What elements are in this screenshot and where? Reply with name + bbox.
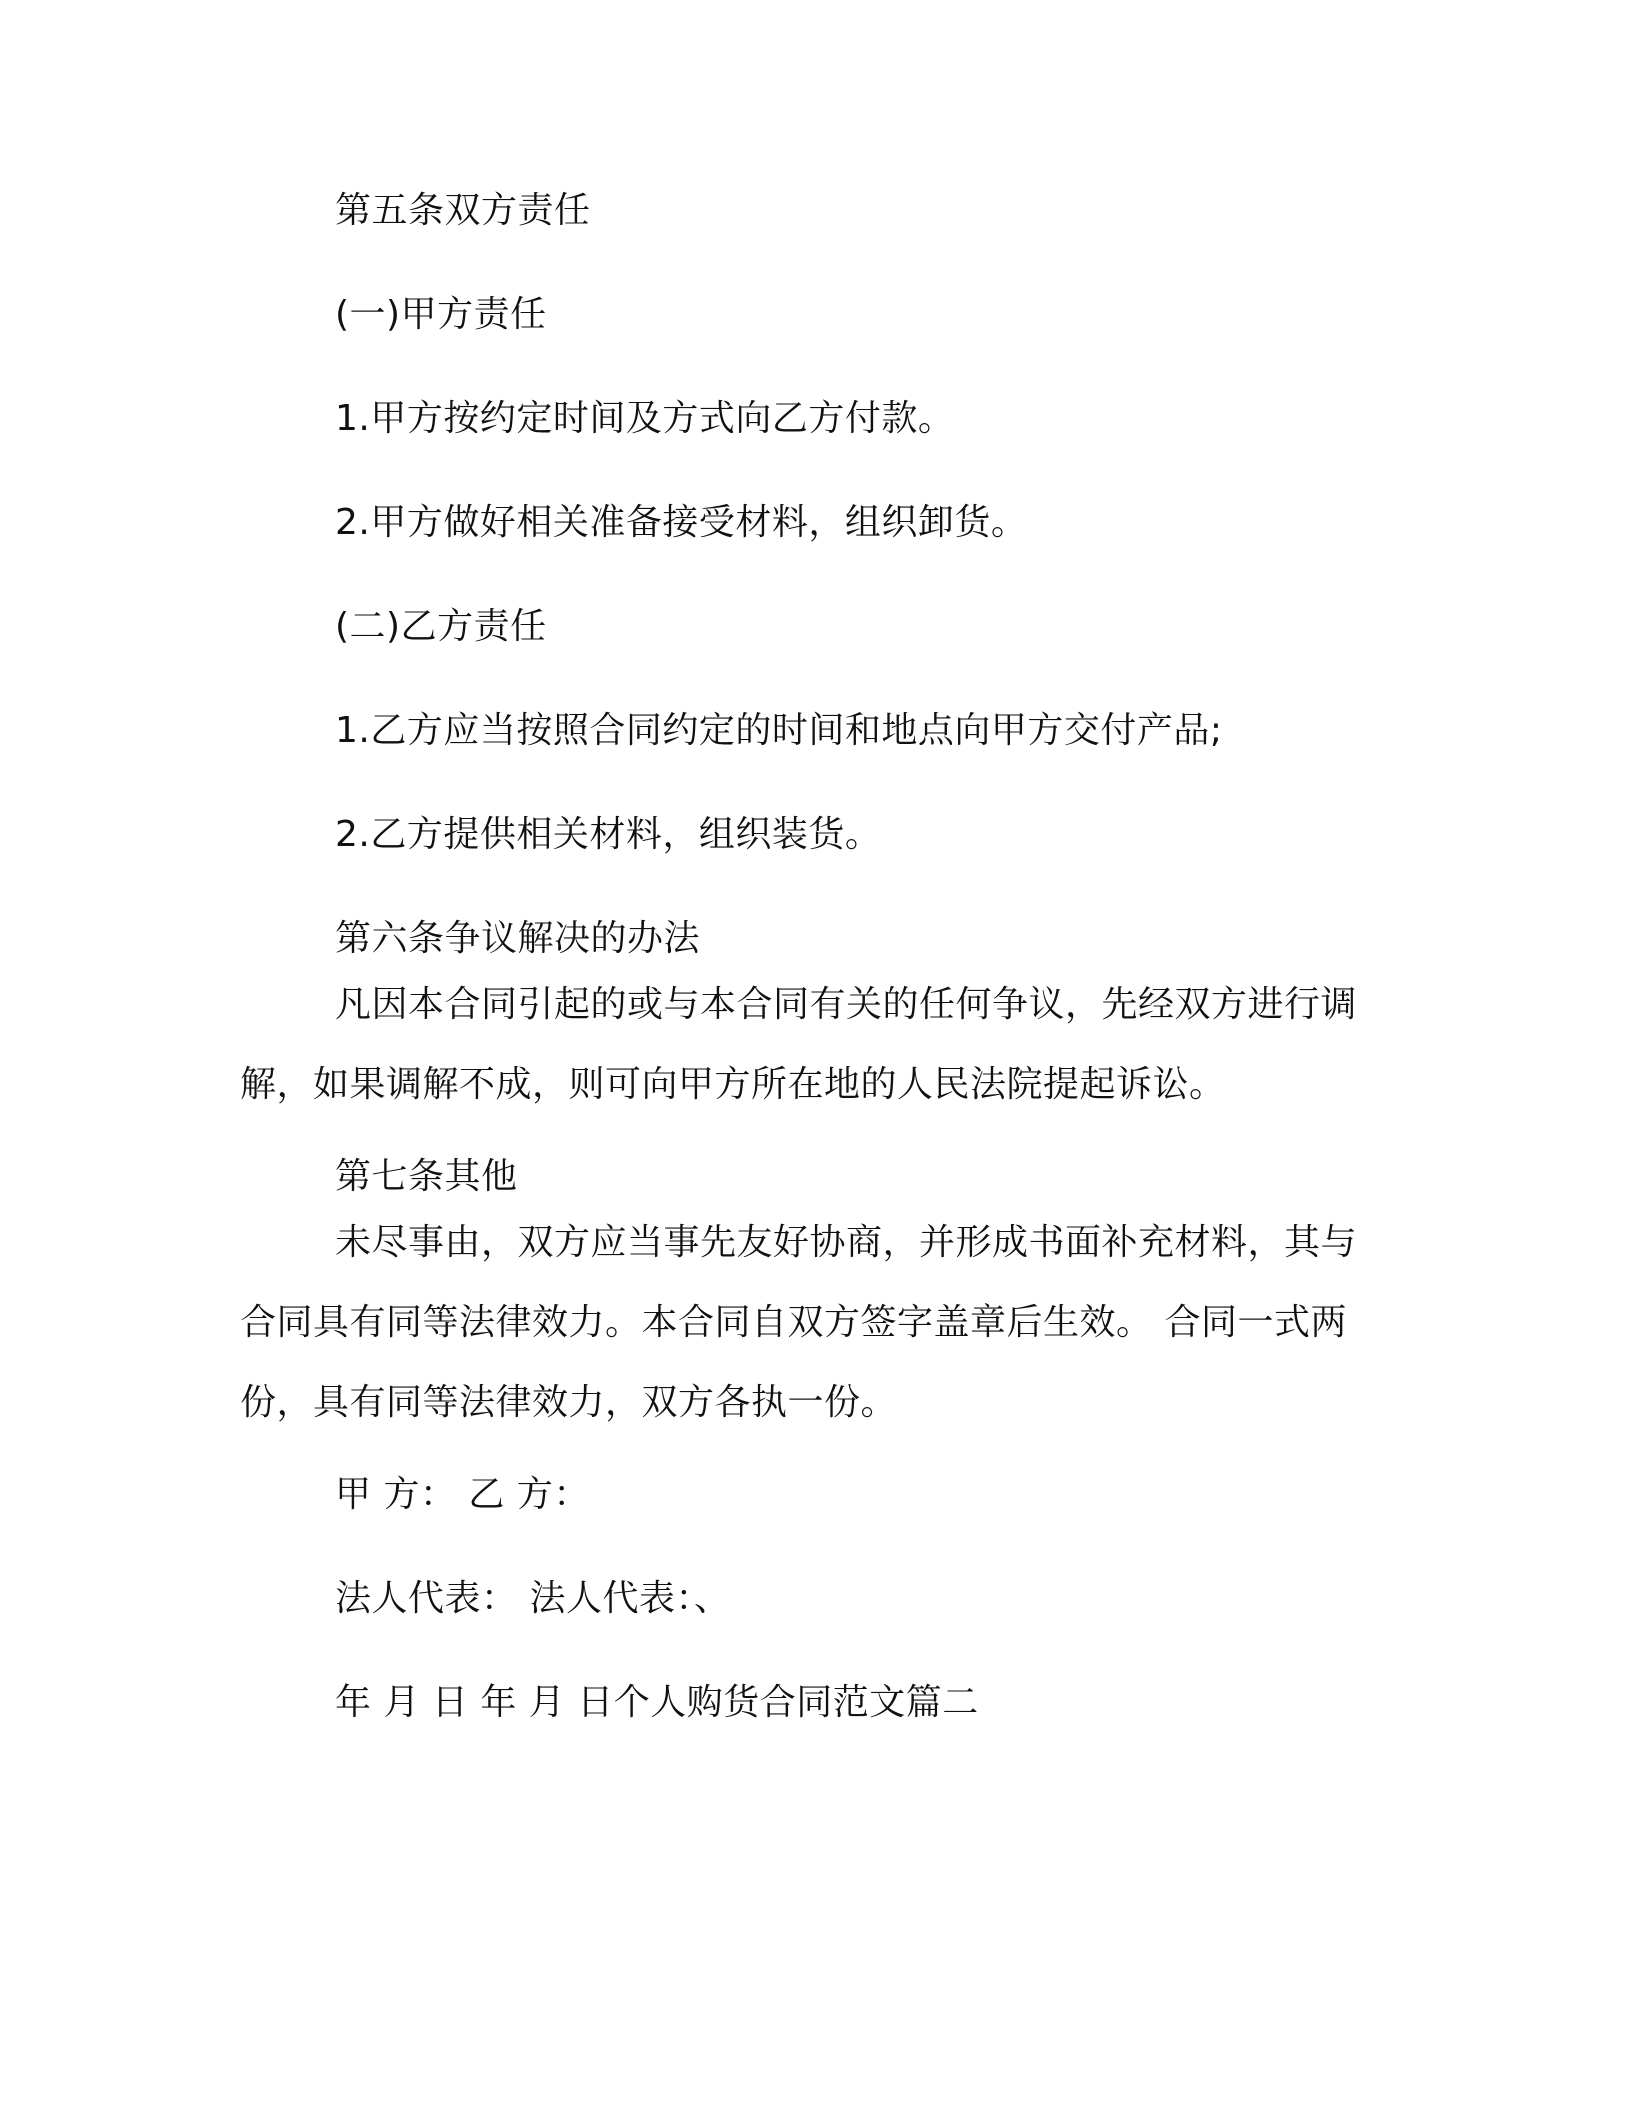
party-b-responsibility-title: (二)乙方责任: [335, 606, 547, 647]
party-b-item-1: 1.乙方应当按照合同约定的时间和地点向甲方交付产品;: [335, 710, 1223, 751]
party-a-item-1: 1.甲方按约定时间及方式向乙方付款。: [335, 398, 955, 439]
legal-representative-line: 法人代表： 法人代表：、: [335, 1578, 731, 1619]
party-a-item-2: 2.甲方做好相关准备接受材料，组织卸货。: [335, 502, 1028, 543]
document-body: [240, 185, 1380, 1729]
section-7-heading: 第七条其他: [335, 1156, 518, 1197]
section-5-heading: 第五条双方责任: [335, 190, 591, 231]
dispute-resolution-paragraph: 凡因本合同引起的或与本合同有关的任何争议，先经双方进行调解，如果调解不成，则可向甲方所在地的人民法院提起诉讼。: [240, 984, 1358, 1105]
party-a-responsibility-title: (一)甲方责任: [335, 294, 547, 335]
section-6-heading: 第六条争议解决的办法: [335, 918, 701, 959]
date-line: 年 月 日 年 月 日个人购货合同范文篇二: [335, 1682, 979, 1723]
other-terms-paragraph: 未尽事由，双方应当事先友好协商，并形成书面补充材料，其与合同具有同等法律效力。本合同自双方签字盖章后生效。 合同一式两份，具有同等法律效力，双方各执一份。: [240, 1222, 1358, 1423]
party-b-item-2: 2.乙方提供相关材料，组织装货。: [335, 814, 882, 855]
parties-signature-line: 甲 方： 乙 方：: [335, 1474, 590, 1515]
